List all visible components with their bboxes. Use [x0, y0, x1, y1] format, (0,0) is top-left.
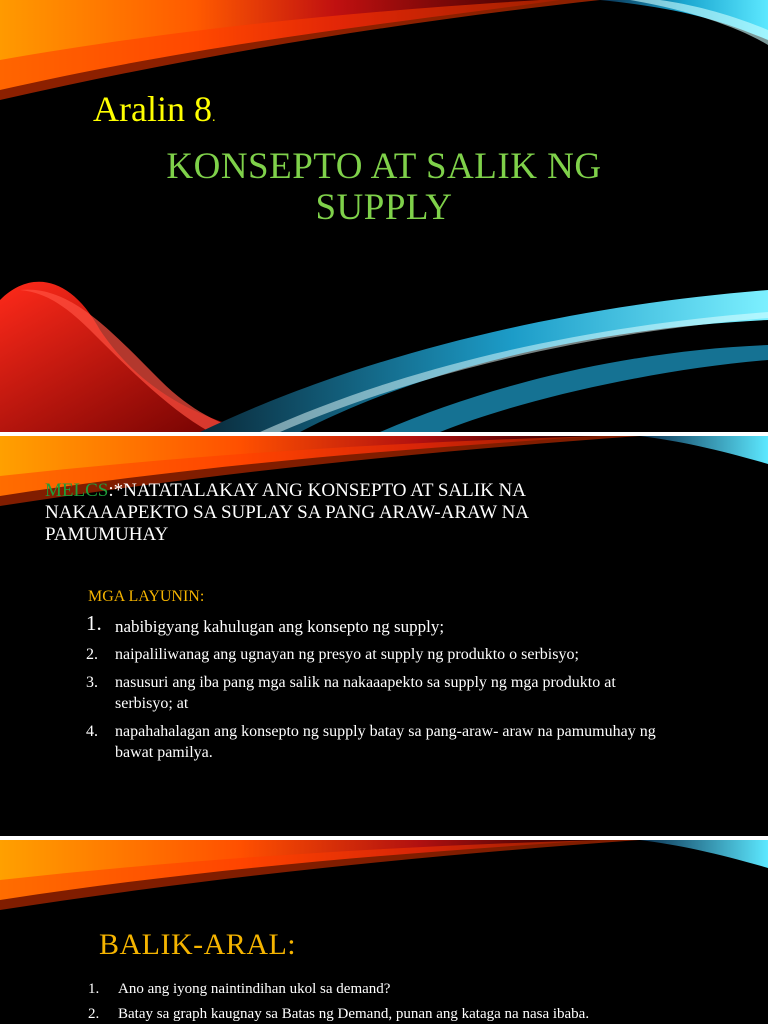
- review-list: [88, 980, 768, 1024]
- list-number: 3.: [86, 674, 98, 691]
- slide-title-text: [0, 146, 768, 228]
- lesson-number: [93, 88, 215, 130]
- list-item: [88, 980, 768, 999]
- lesson-number-text: Aralin 8: [93, 89, 212, 129]
- top-cyan-wave: [640, 436, 768, 464]
- list-item: [86, 672, 666, 714]
- list-number: 1.: [88, 981, 100, 997]
- slide-objectives: [0, 436, 768, 836]
- list-text: Batay sa graph kaugnay sa Batas ng Demand, punan ang kataga na nasa ibaba.: [118, 1006, 590, 1022]
- melcs-label: MELCS: [45, 480, 109, 501]
- list-text: nabibigyang kahulugan ang konsepto ng supply;: [115, 617, 445, 636]
- review-heading: BALIK-ARAL:: [99, 928, 297, 961]
- slide-review: [0, 840, 768, 1024]
- title-line-1: KONSEPTO AT SALIK NG: [166, 146, 602, 187]
- lesson-number-dot: .: [211, 110, 216, 125]
- list-text: nasusuri ang iba pang mga salik na nakaaapekto sa supply ng mga produkto at serbisyo; at: [115, 674, 616, 712]
- list-text: naipaliliwanag ang ugnayan ng presyo at supply ng produkto o serbisyo;: [115, 646, 579, 663]
- slide-title: [0, 0, 768, 432]
- list-item: [86, 721, 666, 763]
- list-item: [86, 611, 666, 637]
- list-item: [86, 644, 666, 665]
- title-line-2: SUPPLY: [315, 187, 453, 228]
- list-item: [88, 1005, 768, 1024]
- objectives-list: [86, 611, 666, 770]
- melcs-statement: [45, 480, 625, 546]
- top-cyan-wave: [640, 840, 768, 868]
- list-text: Ano ang iyong naintindihan ukol sa demand?: [118, 981, 391, 997]
- list-text: napahahalagan ang konsepto ng supply batay sa pang-araw- araw na pamumuhay ng bawat pamilya.: [115, 723, 656, 761]
- list-number: 2.: [86, 646, 98, 663]
- list-number: 2.: [88, 1006, 100, 1022]
- objectives-heading: MGA LAYUNIN:: [88, 588, 205, 605]
- list-number: 4.: [86, 723, 98, 740]
- melcs-text: :*NATATALAKAY ANG KONSEPTO AT SALIK NA NAKAAAPEKTO SA SUPLAY SA PANG ARAW-ARAW NA PAMUMUHAY: [45, 480, 528, 545]
- list-number: 1.: [86, 611, 102, 635]
